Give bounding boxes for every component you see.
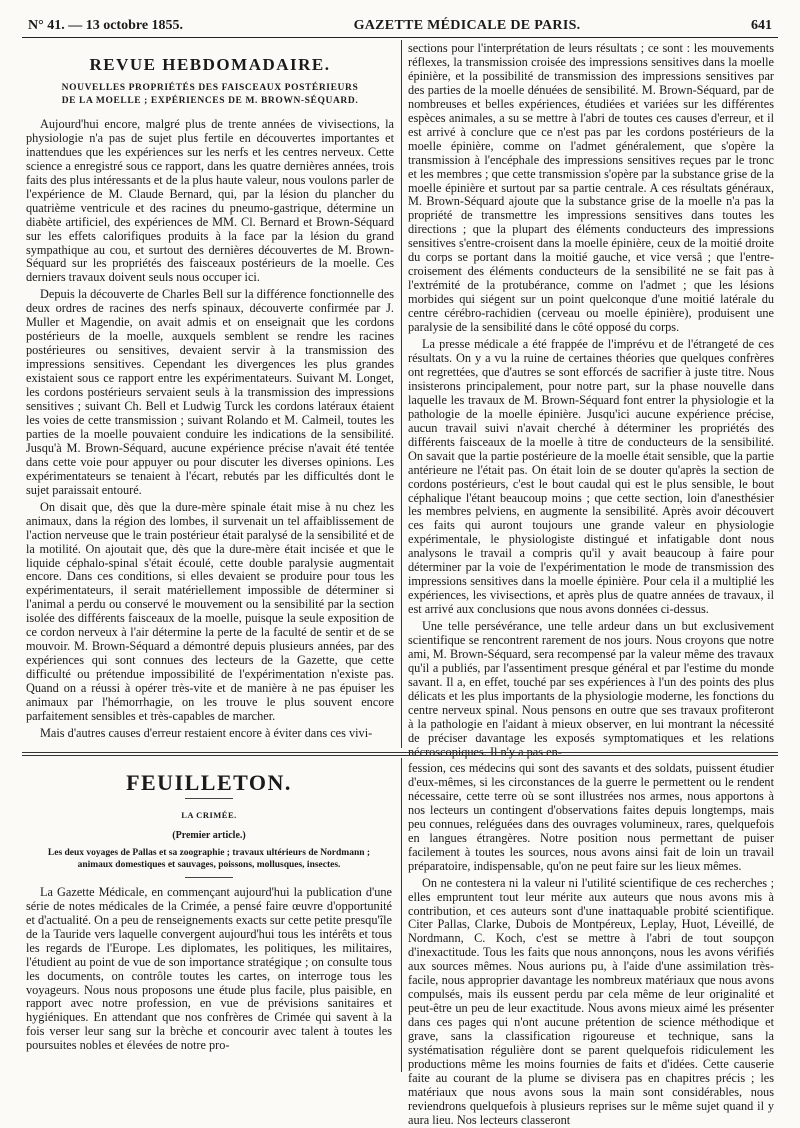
column-divider-bottom <box>401 758 402 1072</box>
revue-paragraph: On disait que, dès que la dure-mère spinale était mise à nu chez les animaux, dans la région des lombes, il survenait un tel affaiblissement de l'action nerveuse que le train postérieur était paralysé de la sensibilité et de la motilité. On ajoutait que, dès que la dure-mère était incisée et que le liquide céphalo-spinal s'était écoulé, cette double paralysie augmentait encore. Dans ces conditions, si elles devaient se produire pour tous les expérimentateurs, il serait matériellement impossible de déterminer si l'animal a perdu ou conservé le mouvement ou la sensibilité par la section isolée des différents faisceaux de la moelle, puisque la seule exposition de ce cordon nerveux à l'air détermine la perte de la faculté de sentir et de se mouvoir. M. Brown-Séquard a démontré depuis plusieurs années, par des expériences qui sont connues des lecteurs de la Gazette, que cette difficulté ou prétendue impossibilité de l'expérimentation n'existe pas. Quand on a réussi à opérer très-vite et de manière à ne pas épuiser les animaux par l'hémorrhagie, on les trouve le plus souvent encore parfaitement sensibles et très-capables de marcher. <box>26 499 394 723</box>
feuilleton-section: LA CRIMÉE. <box>181 809 237 820</box>
feuilleton-title-rule <box>185 798 233 799</box>
revue-paragraph: Aujourd'hui encore, malgré plus de trente années de vivisections, la physiologie n'a pas de sujet plus fertile en découvertes importantes et inattendues que les expériences sur les nerfs et les centres nerveux. Cette science a enregistré sous ce rapport, dans les quatre dernières années, trois faits des plus intéressants et de la plus haute valeur, nous voulons parler de l'expérience de M. Claude Bernard, qui, par la lésion du plancher du quatrième ventricule et des racines du pneumo-gastrique, détermine un diabète artificiel, des expériences de MM. Cl. Bernard et Brown-Séquard sur les effets calorifiques produits à la face par la lésion du grand sympathique au cou, et surtout des dernières découvertes de M. Brown-Séquard sur les propriétés des faisceaux postérieurs de la moelle. Ces derniers travaux doivent seuls nous occuper ici. <box>26 116 394 285</box>
feuilleton-article-number: (Premier article.) <box>172 829 246 841</box>
revue-paragraph: Mais d'autres causes d'erreur restaient encore à éviter dans ces vivi- <box>40 725 373 740</box>
issue-number: N° 41. — 13 octobre 1855. <box>28 18 184 33</box>
revue-paragraph: sections pour l'interprétation de leurs résultats ; ce sont : les mouvements réflexes, la transmission croisée des impressions sensitives dans la moelle épinière, et la possibilité de transmission des impressions sensitives par des parties de la moelle dénuées de sensibilité. M. Brown-Séquard, par de nombreuses et belles expériences, étudiées et variées sur les différentes espèces animales, a su se mettre à l'abri de toutes ces causes d'erreur, et il est arrivé à conclure que ce n'est pas par les cordons postérieurs de la moelle épinière, comme on l'admet généralement, que s'opère la transmission à l'encéphale des impressions sensitives reçues par le tronc et les membres ; que cette transmission s'opère par la substance grise de la moelle épinière et surtout par sa partie centrale. A ces résultats généraux, M. Brown-Séquard ajoute que la substance grise de la moelle n'a pas la propriété de transmettre les impressions sensitives dans toutes les directions ; que la plupart des éléments conducteurs des impressions sensitives s'entre-croisent dans la moelle épinière, ceux de la moitié droite du corps se portant dans la moitié gauche, et vice versâ ; que l'entre-croisement des éléments conducteurs de la sensibilité ne se fait pas à l'extrémité de la protubérance, comme on l'admet ; que les lésions morbides qui siégent sur un point quelconque d'une moitié latérale du centre cérébro-rachidien (cerveau ou moelle épinière), produisent une paralysie de la sensibilité dans le côté opposé du corps. <box>408 41 774 335</box>
revue-paragraph: Une telle persévérance, une telle ardeur dans un but exclusivement scientifique se rencontrent rarement de nos jours. Nous croyons que notre ami, M. Brown-Séquard, sera recompensé par la valeur même des travaux qu'il a publiés, par l'assentiment presque général et par l'estime du monde savant. Il a, en effet, touché par ses expériences à l'un des points des plus délicats et les plus importants de la physiologie moderne, les fonctions du centre nerveux spinal. Nous pensons en outre que ses travaux profiteront à la pathologie en l'aidant à mieux observer, en lui montrant la nécessité de préciser davantage les exposés symptomatiques et les relations nécroscopiques. Il n'y a pas en- <box>408 619 774 759</box>
revue-paragraph: La presse médicale a été frappée de l'imprévu et de l'étrangeté de ces résultats. On y a vu la ruine de certaines théories que quelques confrères ont regrettées, que d'autres se sont efforcés de sacrifier à juste titre. Nous insisterons principalement, pour notre part, sur la phase nouvelle dans laquelle les travaux de M. Brown-Séquard font entrer la physiologie et la pathologie de la moelle épinière. Jusqu'ici aucune expérience précise, aucun travail suivi n'avait cherché à déterminer les propriétés des différents faisceaux de la moelle à titre de conducteurs de la sensibilité. On savait que la partie postérieure de la moelle était sensible, que la partie antérieure ne l'était pas. On était loin de se douter qu'après la section de cordons postérieurs, c'est le bout caudal qui est le plus sensible, le bout céphalique l'étant beaucoup moins ; que cette section, loin d'anesthésier les membres pelviens, en augmente la sensibilité. Après avoir découvert ces faits qui auront toujours une grande valeur en physiologie expérimentale, le physiologiste distingué et infatigable dont nous analysons le travail a compris qu'il y avait beaucoup à faire pour déterminer par la voie de l'expérimentation le mode de transmission des impressions sensitives dans la moelle épinière. Pour cela il a multiplié les expériences, les vivisections, et après plus de quatre années de travaux, il est arrivé aux conclusions que nous avons données ci-dessus. <box>408 337 774 617</box>
revue-paragraph: Depuis la découverte de Charles Bell sur la différence fonctionnelle des deux ordres de racines des nerfs spinaux, découverte confirmée par J. Muller et Magendie, on avait admis et on enseignait que les cordons postérieurs de la moelle, auxquels semblent se rendre les racines postérieures ou sensitives, devaient servir à la transmission des impressions sensitives. Cependant les divergences les plus grandes existaient sous ce rapport entre les expérimentateurs. Suivant M. Longet, les cordons postérieurs servaient seuls à la transmission des impressions sensitives ; suivant Ch. Bell et Ludwig Turck les cordons latéraux étaient les voies de cette transmission ; suivant Rolando et M. Calmeil, toutes les parties de la moelle pouvaient conduire les indications de la sensibilité. Jusqu'à M. Brown-Séquard, aucune expérience précise n'avait été tentée dans cette voie pour appuyer ou pour discuter les diverses opinions. Les expérimentateurs se tenaient à l'écart, rebutés par les difficultés dont le sujet paraissait entouré. <box>26 287 394 497</box>
feuilleton-abstract-rule <box>185 877 233 878</box>
feuilleton-column-left <box>26 760 392 1072</box>
feuilleton-abstract: Les deux voyages de Pallas et sa zoographie ; travaux ultérieurs de Nordmann ; animaux domestiques et sauvages, poissons, mollusques, insectes. <box>47 847 371 870</box>
page-number: 641 <box>751 18 772 33</box>
revue-column-right <box>408 41 774 759</box>
feuilleton-paragraph: La Gazette Médicale, en commençant aujourd'hui la publication d'une série de notes médicales de la Crimée, a pensé faire œuvre d'opportunité et d'actualité. On a peu de renseignements exacts sur cette petite presqu'île de la Tauride vers laquelle convergent aujourd'hui tous les intérêts et tous les regards de l'Europe. Les diplomates, les politiques, les militaires, l'étudient au point de vue de son importance stratégique ; on consulte tous les documents, on contrôle toutes les cartes, on interroge tous les voyageurs. Nous nous proposons une étude plus facile, plus paisible, en rapport avec notre profession, en vue de prévisions sanitaires et hygiéniques. En attendant que nos confrères de Crimée qui savent à la fois verser leur sang sur la brèche et concourir avec talent à toutes les poursuites nobles et élevées de notre pro- <box>26 884 392 1053</box>
header-rule <box>22 37 778 38</box>
publication-title: GAZETTE MÉDICALE DE PARIS. <box>353 18 581 33</box>
feuilleton-paragraph: fession, ces médecins qui sont des savants et des soldats, puissent étudier d'eux-mêmes, si les circonstances de la guerre le permettent ou le rendent nécessaire, cette terre où se sont illustrées nos armes, nous apportons à nos lecteurs un contingent d'observations faites depuis longtemps, mais peu connues, reléguées dans des ouvrages volumineux, rares, quelquefois en langues étrangères. Notre position nous permettant de puiser facilement à toutes les sources, nous avons ainsi fait de loin un travail préparatoire, indispensable, qu'on ne peut faire sur les lieux mêmes. <box>408 761 774 873</box>
feuilleton-title: FEUILLETON. <box>126 770 292 795</box>
page-header <box>28 8 772 34</box>
feuilleton-separator-rule-2 <box>22 755 778 756</box>
column-divider-top <box>401 40 402 748</box>
revue-title: REVUE HEBDOMADAIRE. <box>89 55 331 74</box>
feuilleton-column-right <box>408 761 774 1127</box>
revue-column-left <box>26 46 394 750</box>
revue-subtitle-1: NOUVELLES PROPRIÉTÉS DES FAISCEAUX POSTÉRIEURS <box>61 82 359 93</box>
revue-subtitle-2: DE LA MOELLE ; EXPÉRIENCES DE M. BROWN-SÉQUARD. <box>61 95 359 106</box>
feuilleton-separator-rule <box>22 752 778 753</box>
feuilleton-paragraph: On ne contestera ni la valeur ni l'utilité scientifique de ces recherches ; elles empruntent tout leur mérite aux auteurs que nous avons mis à contribution, et ces auteurs sont d'une inattaquable probité scientifique. Citer Pallas, Clarke, Dubois de Montpéreux, Leplay, Huot, Léveillé, de Nordmann, C. Koch, c'est se mettre à l'abri de tout soupçon d'inexactitude. Tous les faits que nous annonçons, nous les avons vérifiés aux sources mêmes. Nous aurions pu, à l'aide d'une assimilation très-facile, nous approprier davantage les nombreux matériaux que nous avons compulsés, mais ils eussent perdu par cela même de leur originalité et peut-être un peu de leur exactitude. Nous avons mieux aimé les présenter dans ces pages qui n'ont aucune prétention de science méthodique et grave, sans la classification rigoureuse et technique, sans la systématisation régulière dont se parent quelquefois ridiculement les productions même les moins fournies de faits et d'idées. Cette causerie faite au courant de la plume se divisera pas en chapitres précis ; les matériaux que nous avons sous la main sont considérables, nous reviendrons quelquefois à plusieurs reprises sur le même sujet quand il y aura lieu. Nos lecteurs classeront <box>408 875 774 1127</box>
